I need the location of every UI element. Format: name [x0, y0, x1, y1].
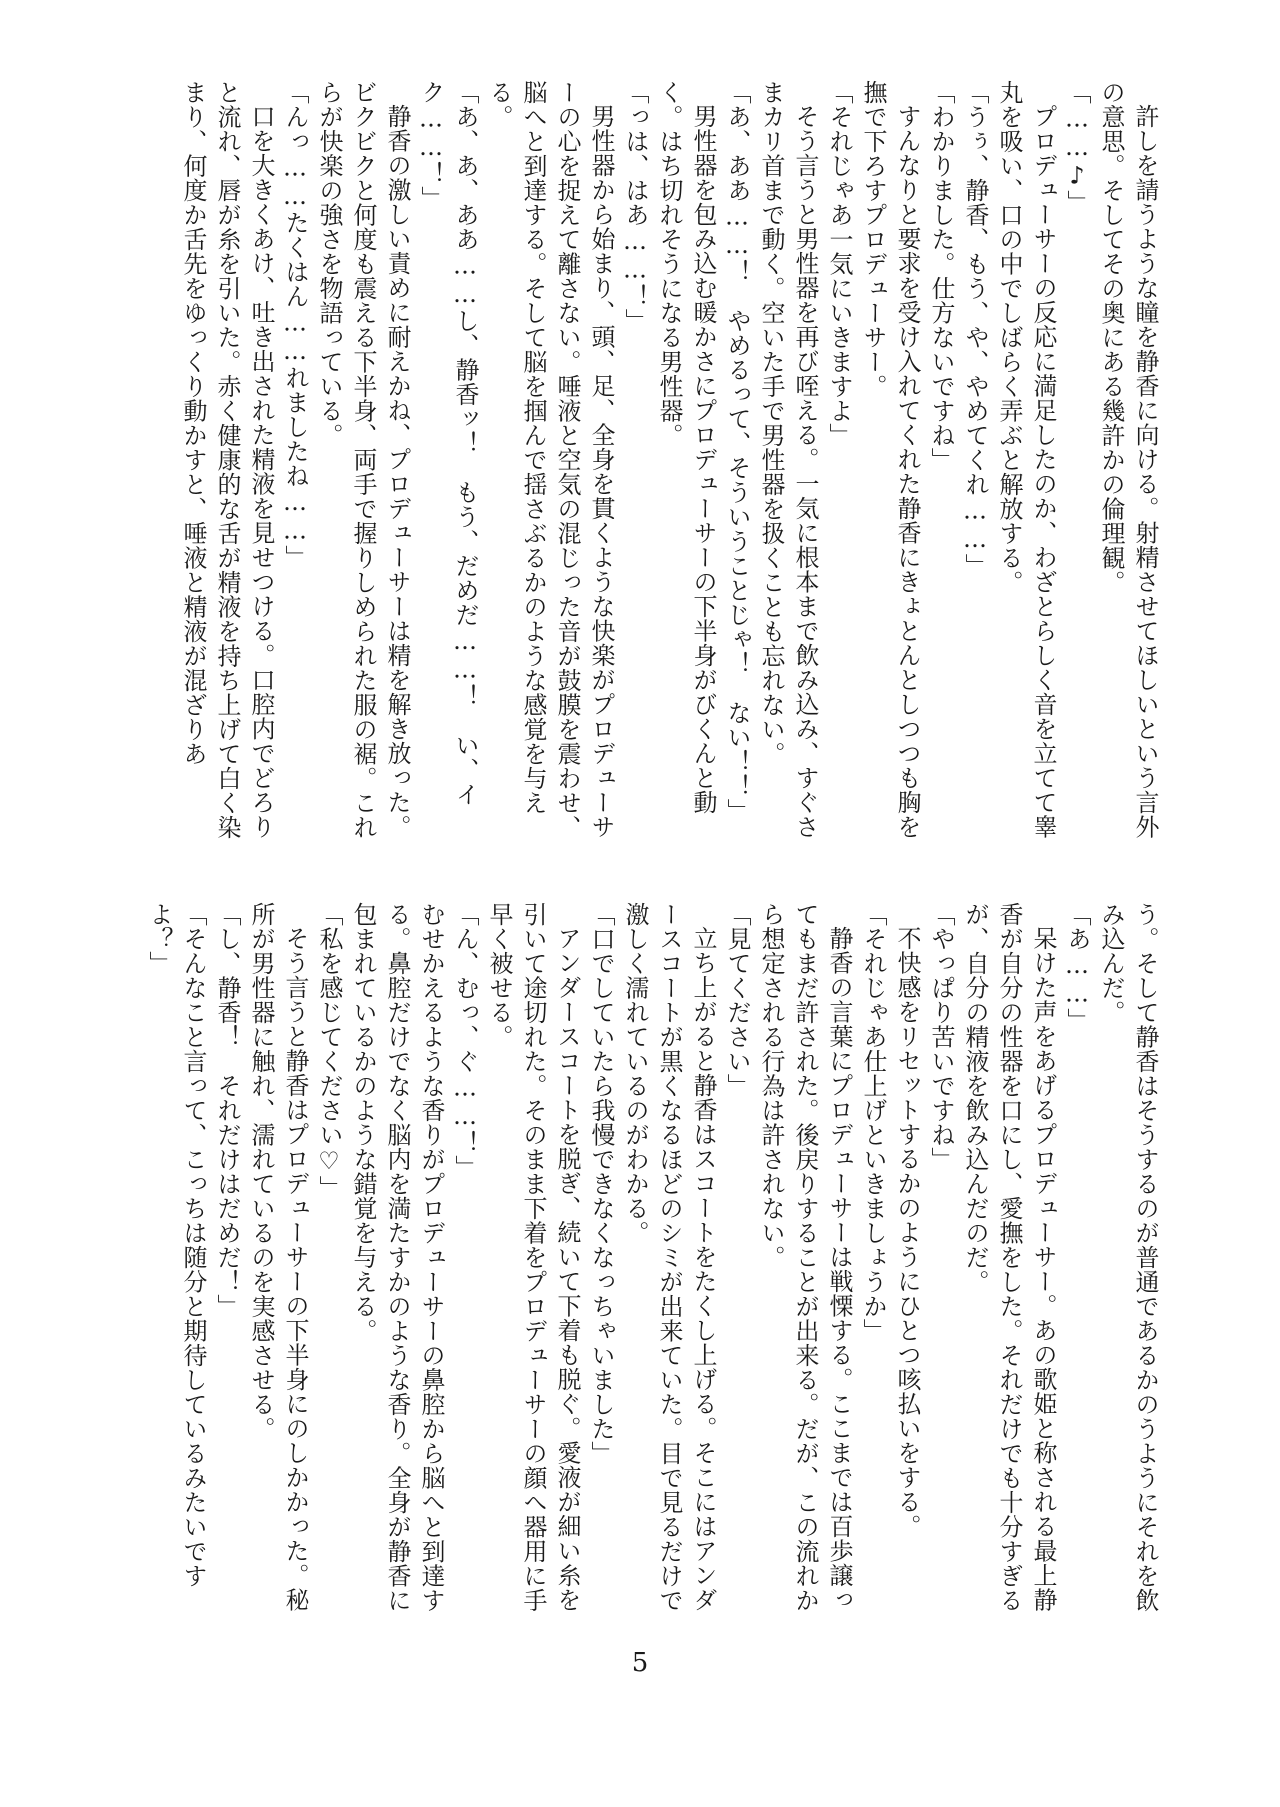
lower-paragraph: 「あ……」	[1063, 902, 1091, 1033]
upper-paragraph: 口を大きくあけ、吐き出された精液を見せつける。口腔内でどろりと流れ、唇が糸を引いた。赤く健康的な舌が精液を持ち上げて白く染まり、何度か舌先をゆっくり動かすと、唾液と精液が混ざりあ	[179, 80, 275, 840]
lower-paragraph: 「そんなこと言って、こっちは随分と期待しているみたいですよ？」	[145, 902, 207, 1588]
upper-paragraph: プロデューサーの反応に満足したのか、わざとらしく音を立てて睾丸を吸い、口の中でしばらく弄ぶと解放する。	[995, 80, 1057, 839]
lower-paragraph: 不快感をリセットするかのようにひとつ咳払いをする。	[893, 926, 921, 1539]
lower-paragraph: 立ち上がると静香はスコートをたくし上げる。そこにはアンダースコートが黒くなるほどのシミが出来ていた。目で見るだけで激しく濡れているのがわかる。	[621, 902, 717, 1613]
upper-paragraph: 「っは、はあ……！」	[621, 80, 649, 333]
lower-text-block	[145, 902, 1162, 1622]
upper-text-block	[158, 80, 1162, 862]
lower-paragraph: 「し、静香！ それだけはだめだ！」	[213, 902, 241, 1319]
lower-paragraph: 「口でしていたら我慢できなくなっちゃいました」	[587, 902, 615, 1466]
lower-paragraph: そう言うと静香はプロデューサーの下半身にのしかかった。秘所が男性器に触れ、濡れているのを実感させる。	[247, 902, 309, 1612]
lower-paragraph: 呆けた声をあげるプロデューサー。あの歌姫と称される最上静香が自分の性器を口にし、愛撫をした。それだけでも十分すぎるが、自分の精液を飲み込んだのだ。	[961, 902, 1057, 1613]
lower-paragraph: 「ん、むっ、ぐ……！」	[451, 902, 479, 1180]
lower-paragraph: 「やっぱり苦いですね」	[927, 902, 955, 1172]
upper-paragraph: そう言うと男性器を再び咥える。一気に根本まで飲み込み、すぐさまカリ首まで動く。空いた手で男性器を扱くことも忘れない。	[757, 80, 819, 839]
upper-paragraph: 「あ、あ、ああ……し、静香ッ！ もう、だめだ……！ い、イク……！」	[417, 80, 479, 807]
lower-paragraph: 「私を感じてください♡」	[315, 902, 343, 1200]
upper-paragraph: 「あ、ああ……！ やめるって、そういうことじゃ！ ない！！」	[723, 80, 751, 823]
upper-paragraph: 「それじゃあ一気にいきますよ」	[825, 80, 853, 448]
page-number: 5	[631, 1648, 649, 1678]
lower-paragraph: 「見てください」	[723, 902, 751, 1098]
upper-paragraph: 「……♪」	[1063, 80, 1091, 215]
upper-paragraph: 許しを請うような瞳を静香に向ける。射精させてほしいという言外の意思。そしてその奥にある幾許かの倫理観。	[1097, 80, 1159, 839]
upper-paragraph: 男性器を包み込む暖かさにプロデューサーの下半身がびくんと動く。はち切れそうになる男性器。	[655, 80, 717, 815]
lower-paragraph: 「それじゃあ仕上げといきましょうか」	[859, 902, 887, 1343]
lower-paragraph: アンダースコートを脱ぎ、続いて下着も脱ぐ。愛液が細い糸を引いて途切れた。そのまま下着をプロデューサーの顔へ器用に手早く被せる。	[485, 902, 581, 1613]
lower-paragraph: 静香の言葉にプロデューサーは戦慄する。ここまでは百歩譲ってもまだ許された。後戻りすることが出来る。だが、この流れから想定される行為は許されない。	[757, 902, 853, 1613]
lower-paragraph: う。そして静香はそうするのが普通であるかのうようにそれを飲み込んだ。	[1097, 902, 1159, 1613]
upper-paragraph: 静香の激しい責めに耐えかね、プロデューサーは精を解き放った。ビクビクと何度も震える下半身、両手で握りしめられた服の裾。これらが快楽の強さを物語っている。	[315, 80, 411, 840]
lower-paragraph: むせかえるような香りがプロデューサーの鼻腔から脳へと到達する。鼻腔だけでなく脳内を満たすかのような香り。全身が静香に包まれているかのような錯覚を与える。	[349, 902, 445, 1613]
upper-paragraph: 「わかりました。仕方ないですね」	[927, 80, 955, 472]
upper-paragraph: すんなりと要求を受け入れてくれた静香にきょとんとしつつも胸を撫で下ろすプロデューサー。	[859, 80, 921, 839]
upper-paragraph: 「んっ……たくはん……れましたね……」	[281, 80, 309, 570]
upper-paragraph: 男性器から始まり、頭、足、全身を貫くような快楽がプロデューサーの心を捉えて離さない。唾液と空気の混じった音が鼓膜を震わせ、脳へと到達する。そして脳を掴んで揺さぶるかのような感覚を与える。	[485, 80, 615, 840]
upper-paragraph: 「うぅ、静香、もう、や、やめてくれ……」	[961, 80, 989, 578]
